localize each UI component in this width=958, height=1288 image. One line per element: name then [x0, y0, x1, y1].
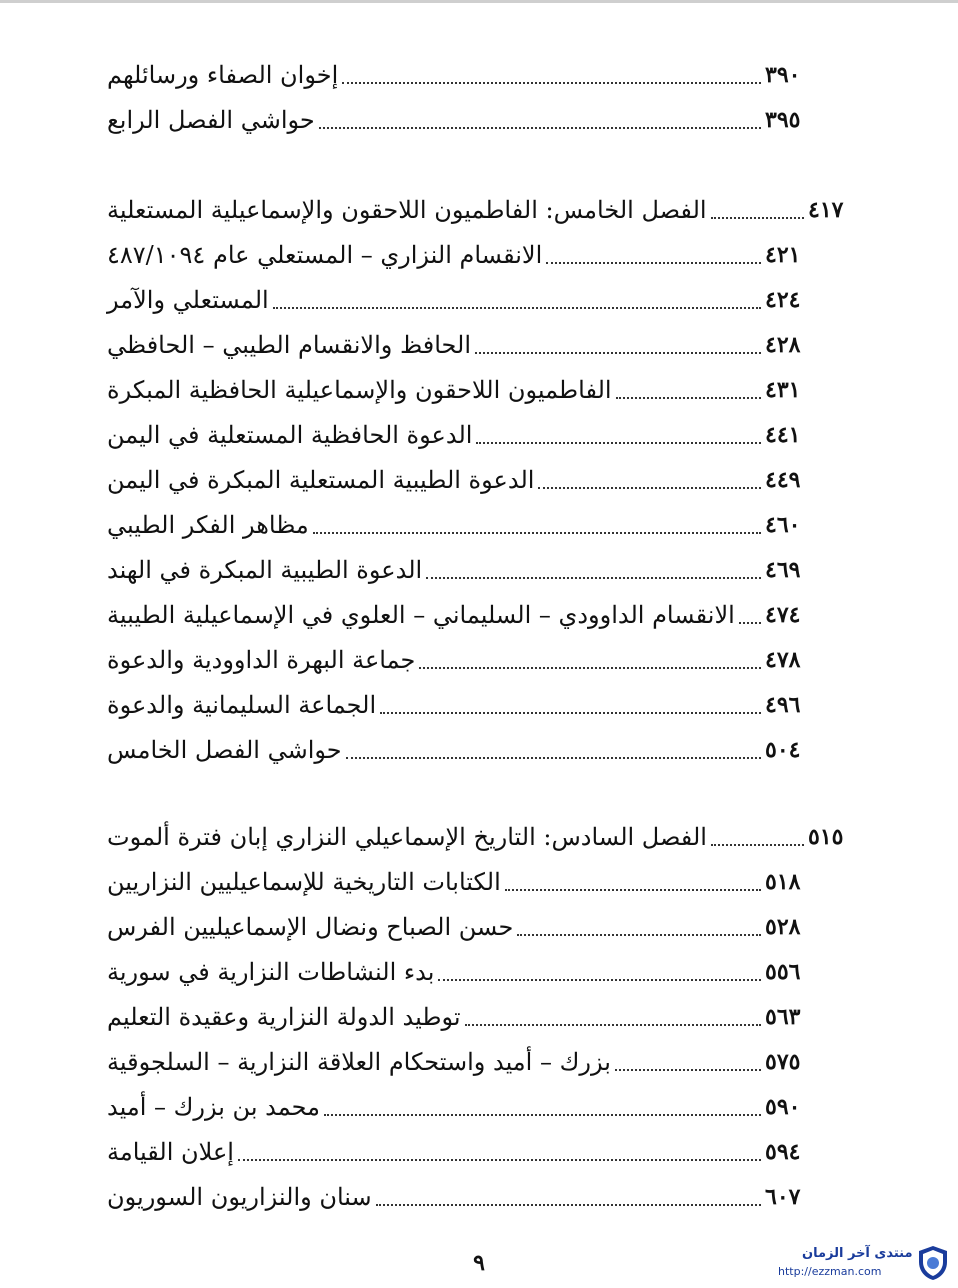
toc-page-number: ٤٩٦: [765, 692, 801, 718]
toc-page-number: ٤٦٠: [765, 512, 801, 538]
toc-page-number: ٥٠٤: [765, 737, 801, 763]
toc-page-number: ٦٠٧: [765, 1184, 801, 1210]
toc-page-number: ٤٧٨: [765, 647, 801, 673]
toc-page-number: ٤٣١: [765, 377, 801, 403]
dot-leader: [346, 755, 761, 759]
toc-entry-row: [95, 325, 817, 365]
toc-page-number: ٥١٥: [808, 824, 844, 850]
toc-entry-row: [95, 595, 817, 635]
toc-entry-row: [95, 550, 817, 590]
toc-entry-title: توطيد الدولة النزارية وعقيدة التعليم: [107, 1003, 461, 1031]
toc-entry-title: سنان والنزاريون السوريون: [107, 1183, 372, 1211]
dot-leader: [475, 350, 761, 354]
toc-page-number: ٥٧٥: [765, 1049, 801, 1075]
toc-entry-title: جماعة البهرة الداوودية والدعوة: [107, 646, 416, 674]
toc-entry-row: [95, 1177, 817, 1217]
toc-page-number: ٣٩٠: [765, 62, 801, 88]
toc-entry-row: [95, 640, 817, 680]
toc-page-number: ٥٥٦: [765, 959, 801, 985]
toc-page-number: ٥٩٠: [765, 1094, 801, 1120]
dot-leader: [616, 395, 761, 399]
dot-leader: [615, 1067, 761, 1071]
toc-entry-title: مظاهر الفكر الطيبي: [107, 511, 309, 539]
toc-entry-row: [95, 952, 817, 992]
toc-entry-row: [95, 685, 817, 725]
toc-entry-row: [95, 280, 817, 320]
toc-entry-title: إعلان القيامة: [107, 1138, 234, 1166]
toc-page-number: ٤٤١: [765, 422, 801, 448]
dot-leader: [546, 260, 761, 264]
dot-leader: [324, 1112, 761, 1116]
toc-page-number: ٤١٧: [808, 197, 844, 223]
dot-leader: [380, 710, 761, 714]
dot-leader: [476, 440, 761, 444]
site-watermark[interactable]: [770, 1240, 956, 1286]
dot-leader: [273, 305, 761, 309]
dot-leader: [376, 1202, 761, 1206]
toc-entry-title: حواشي الفصل الرابع: [107, 106, 315, 134]
toc-entry-title: الكتابات التاريخية للإسماعيليين النزاريين: [107, 868, 501, 896]
watermark-site-name: منتدى آخر الزمان: [802, 1246, 913, 1261]
toc-page-number: ٤٦٩: [765, 557, 801, 583]
dot-leader: [711, 842, 804, 846]
toc-entry-title: حسن الصباح ونضال الإسماعيليين الفرس: [107, 913, 514, 941]
toc-entry-row: [95, 1042, 817, 1082]
dot-leader: [313, 530, 761, 534]
toc-entry-row: [95, 1132, 817, 1172]
toc-page-number: ٤٤٩: [765, 467, 801, 493]
toc-entry-title: الفصل الخامس: الفاطميون اللاحقون والإسماعيلية المستعلية: [107, 196, 707, 224]
toc-entry-row: [95, 460, 817, 500]
dot-leader: [238, 1157, 761, 1161]
dot-leader: [505, 887, 761, 891]
toc-page-number: ٥٦٣: [765, 1004, 801, 1030]
toc-entry-title: الدعوة الطيبية المبكرة في الهند: [107, 556, 423, 584]
toc-entry-row: [95, 55, 817, 95]
toc-entry-title: محمد بن بزرك – أميد: [107, 1093, 320, 1121]
toc-entry-row: [95, 370, 817, 410]
toc-page-number: ٤٢٤: [765, 287, 801, 313]
dot-leader: [711, 215, 804, 219]
dot-leader: [517, 932, 761, 936]
toc-entry-title: الدعوة الحافظية المستعلية في اليمن: [107, 421, 473, 449]
shield-logo-icon: [916, 1244, 950, 1282]
dot-leader: [465, 1022, 761, 1026]
toc-entry-title: الانقسام الداوودي – السليماني – العلوي في الإسماعيلية الطيبية: [107, 601, 735, 629]
toc-entry-title: الدعوة الطيبية المستعلية المبكرة في اليمن: [107, 466, 535, 494]
toc-page-number: ٤٢٨: [765, 332, 801, 358]
toc-entry-row: [95, 505, 817, 545]
dot-leader: [438, 977, 761, 981]
toc-entry-title: الفاطميون اللاحقون والإسماعيلية الحافظية المبكرة: [107, 376, 612, 404]
toc-entry-title: حواشي الفصل الخامس: [107, 736, 342, 764]
toc-page-number: ٥١٨: [765, 869, 801, 895]
watermark-url-link[interactable]: http://ezzman.com: [778, 1265, 882, 1278]
dot-leader: [739, 620, 761, 624]
toc-entry-row: [95, 100, 817, 140]
dot-leader: [342, 80, 761, 84]
toc-chapter-row: [95, 817, 860, 857]
toc-page-number: ٥٩٤: [765, 1139, 801, 1165]
toc-entry-title: بدء النشاطات النزارية في سورية: [107, 958, 435, 986]
dot-leader: [419, 665, 761, 669]
toc-page-number: ٥٢٨: [765, 914, 801, 940]
toc-page-number: ٤٢١: [765, 242, 801, 268]
dot-leader: [426, 575, 761, 579]
dot-leader: [538, 485, 761, 489]
toc-entry-title: بزرك – أميد واستحكام العلاقة النزارية – السلجوقية: [107, 1048, 611, 1076]
toc-entry-row: [95, 730, 817, 770]
toc-chapter-row: [95, 190, 860, 230]
toc-entry-title: الجماعة السليمانية والدعوة: [107, 691, 377, 719]
toc-entry-row: [95, 235, 817, 275]
page-number: ٩: [473, 1250, 485, 1276]
toc-entry-title: الحافظ والانقسام الطيبي – الحافظي: [107, 331, 472, 359]
toc-entry-row: [95, 862, 817, 902]
toc-page-number: ٣٩٥: [765, 107, 801, 133]
toc-entry-row: [95, 415, 817, 455]
toc-entry-title: الانقسام النزاري – المستعلي عام ٤٨٧/١٠٩٤: [107, 241, 543, 269]
toc-entry-title: الفصل السادس: التاريخ الإسماعيلي النزاري إبان فترة ألموت: [107, 823, 707, 851]
toc-page-number: ٤٧٤: [765, 602, 801, 628]
toc-entry-row: [95, 997, 817, 1037]
toc-entry-row: [95, 907, 817, 947]
toc-entry-title: المستعلي والآمر: [107, 286, 269, 314]
toc-entry-row: [95, 1087, 817, 1127]
dot-leader: [319, 125, 761, 129]
toc-entry-title: إخوان الصفاء ورسائلهم: [107, 61, 339, 89]
